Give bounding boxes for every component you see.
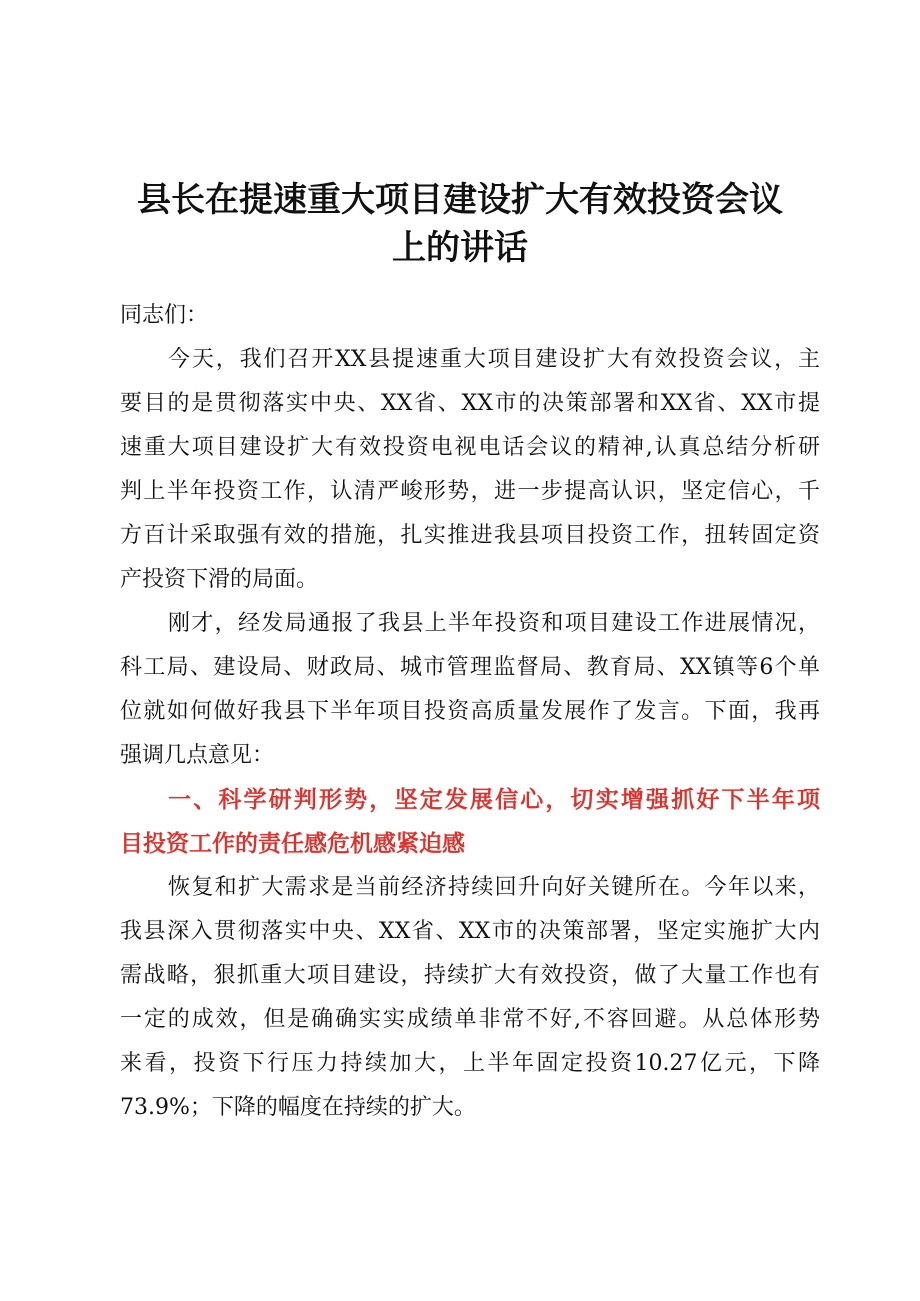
paragraph-line: 恢复和扩大需求是当前经济持续回升向好关键所在。今年以来， [168, 875, 820, 900]
title-line: 县长在提速重大项目建设扩大有效投资会议 [137, 180, 783, 220]
paragraph-line: 判上半年投资工作，认清严峻形势，进一步提高认识，坚定信心，千 [120, 479, 820, 504]
document-body [120, 294, 820, 1130]
paragraph-line: 73.9%；下降的幅度在持续的扩大。 [120, 1095, 476, 1120]
section-heading-1 [120, 778, 820, 866]
paragraph-line: 速重大项目建设扩大有效投资电视电话会议的精神,认真总结分析研 [120, 435, 820, 460]
paragraph-line: 需战略，狠抓重大项目建设，持续扩大有效投资，做了大量工作也有 [120, 963, 820, 988]
paragraph-line: 我县深入贯彻落实中央、XX省、XX市的决策部署，坚定实施扩大内 [120, 919, 820, 944]
paragraph-line: 强调几点意见： [120, 743, 275, 768]
document-title [0, 176, 920, 272]
paragraph-line: 方百计采取强有效的措施，扎实推进我县项目投资工作，扭转固定资 [120, 523, 820, 548]
paragraph-line: 科工局、建设局、财政局、城市管理监督局、教育局、XX镇等6个单 [120, 655, 820, 680]
paragraph-line: 一定的成效，但是确确实实成绩单非常不好,不容回避。从总体形势 [120, 1007, 820, 1032]
greeting-text: 同志们： [120, 303, 209, 328]
title-line: 上的讲话 [392, 228, 528, 268]
paragraph-line: 刚才，经发局通报了我县上半年投资和项目建设工作进展情况， [168, 611, 820, 636]
paragraph-line: 来看，投资下行压力持续加大，上半年固定投资10.27亿元，下降 [120, 1051, 820, 1076]
heading-line: 一、科学研判形势，坚定发展信心，切实增强抓好下半年项 [168, 787, 820, 813]
paragraph-3 [120, 866, 820, 1130]
paragraph-1 [120, 338, 820, 602]
paragraph-line: 位就如何做好我县下半年项目投资高质量发展作了发言。下面，我再 [120, 699, 820, 724]
paragraph-line: 要目的是贯彻落实中央、XX省、XX市的决策部署和XX省、XX市提 [120, 391, 820, 416]
heading-line: 目投资工作的责任感危机感紧迫感 [120, 831, 465, 857]
paragraph-2 [120, 602, 820, 778]
greeting [120, 294, 820, 338]
paragraph-line: 产投资下滑的局面。 [120, 567, 319, 592]
paragraph-line: 今天，我们召开XX县提速重大项目建设扩大有效投资会议，主 [168, 347, 820, 372]
